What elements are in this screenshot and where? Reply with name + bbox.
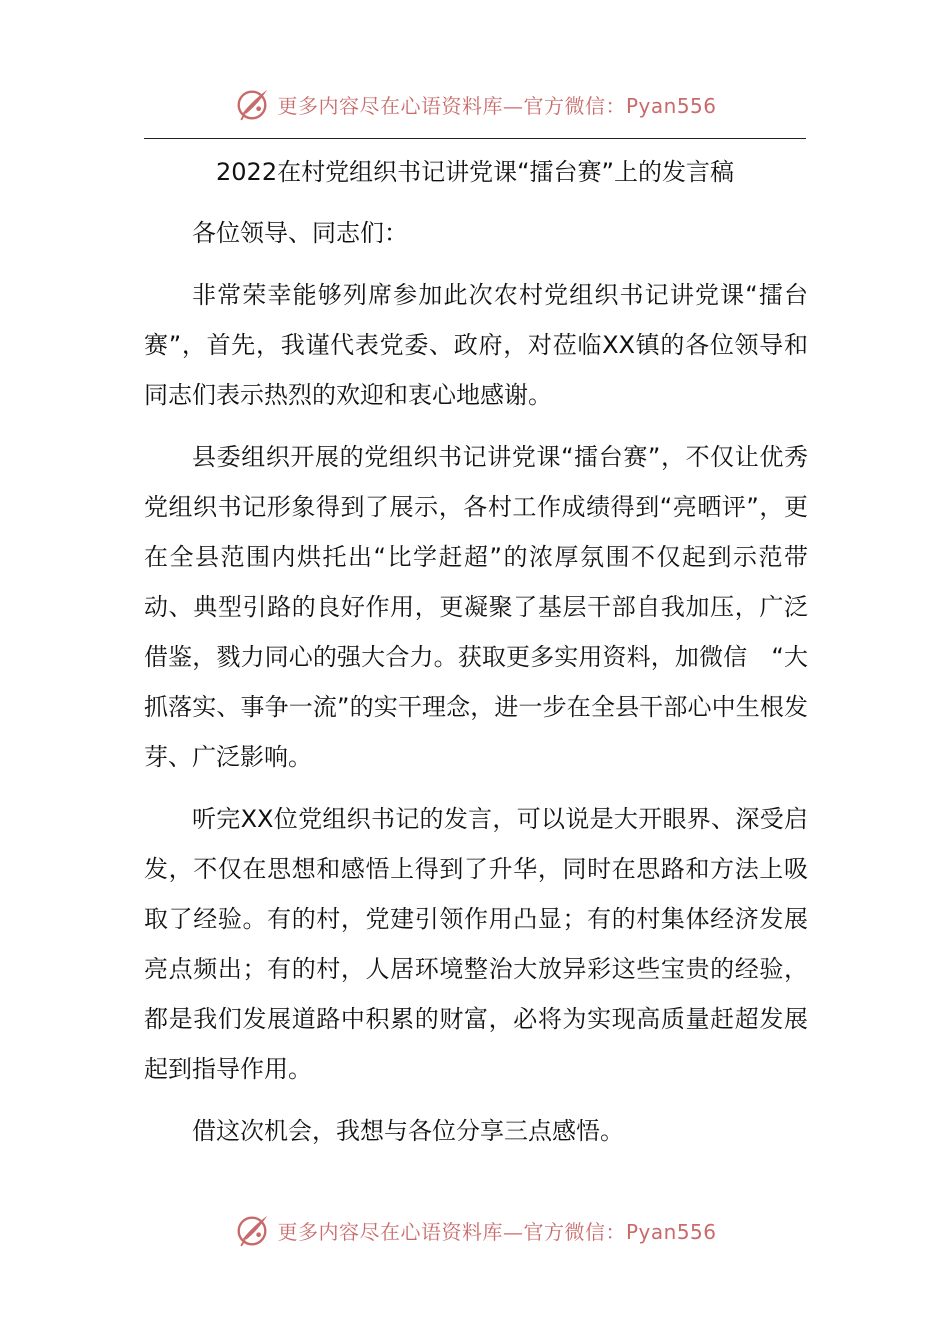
paragraph-4: 借这次机会，我想与各位分享三点感悟。 [192,1117,624,1145]
header-banner-text: 更多内容尽在心语资料库—官方微信：Pyan556 [277,93,717,118]
paragraph-3: 听完XX位党组织书记的发言，可以说是大开眼界、深受启发，不仅在思想和感悟上得到了升华，同时在思路和方法上吸取了经验。有的村，党建引领作用凸显；有的村集体经济发展亮点频出；有的村，人居环境整治大放异彩这些宝贵的经验，都是我们发展道路中积累的财富，必将为实现高质量赶超发展起到指导作用。 [144,805,808,1083]
footer-banner [0,1210,950,1250]
footer-wechat-id: Pyan556 [625,1219,717,1244]
header-divider [144,138,806,139]
document-body [144,208,808,1168]
paragraph-2: 县委组织开展的党组织书记讲党课“擂台赛”，不仅让优秀党组织书记形象得到了展示，各村工作成绩得到“亮晒评”，更在全县范围内烘托出“比学赶超”的浓厚氛围不仅起到示范带动、典型引路的良好作用，更凝聚了基层干部自我加压，广泛借鉴，戮力同心的强大合力。获取更多实用资料，加微信 “大抓落实、事争一流”的实干理念，进一步在全县干部心中生根发芽、广泛影响。 [144,443,808,771]
quill-logo-icon [233,1211,271,1249]
header-banner [0,84,950,124]
paragraph-1: 非常荣幸能够列席参加此次农村党组织书记讲党课“擂台赛”，首先，我谨代表党委、政府，对莅临XX镇的各位领导和同志们表示热烈的欢迎和衷心地感谢。 [144,281,808,409]
salutation: 各位领导、同志们： [192,219,408,247]
header-wechat-id: Pyan556 [625,93,717,118]
document-title: 2022在村党组织书记讲党课“擂台赛”上的发言稿 [216,158,734,186]
footer-banner-text: 更多内容尽在心语资料库—官方微信：Pyan556 [277,1219,717,1244]
quill-logo-icon [233,85,271,123]
